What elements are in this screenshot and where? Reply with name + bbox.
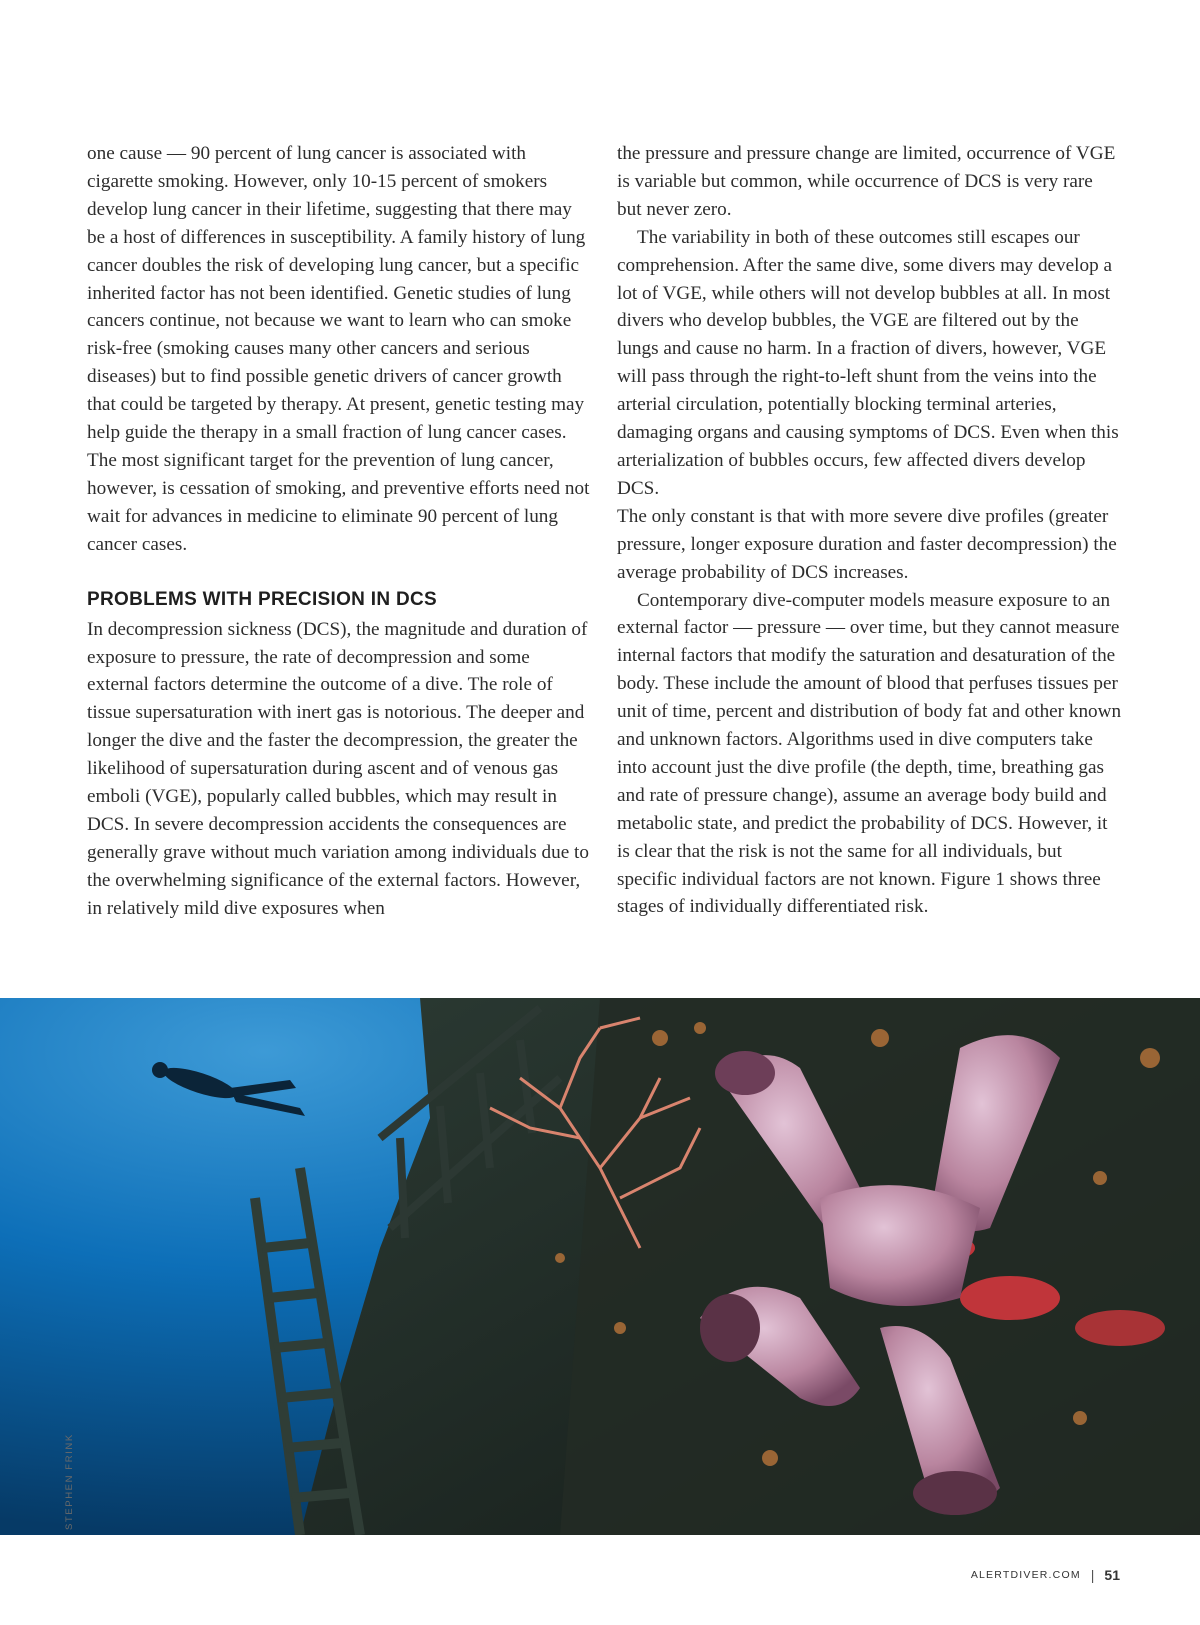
left-paragraph-2: In decompression sickness (DCS), the magnitude and duration of exposure to pressure, the rate of decompression and some external factors determine the outcome of a dive. The role of tissue supersaturation with inert gas is notorious. The deeper and longer the dive and the faster the decompression, the greater the likelihood of supersaturation during ascent and of venous gas emboli (VGE), popularly called bubbles, which may result in DCS. In severe decompression accidents the consequences are generally grave without much variation among individuals due to the overwhelming significance of the external factors. However, in relatively mild dive exposures when	[87, 618, 589, 919]
left-column	[87, 140, 592, 923]
right-paragraph-4: Contemporary dive-computer models measure exposure to an external factor — pressure — over time, but they cannot measure internal factors that modify the saturation and desaturation of the body. These include the amount of blood that perfuses tissues per unit of time, percent and distribution of body fat and other known and unknown factors. Algorithms used in dive computers take into account just the dive profile (the depth, time, breathing gas and rate of pressure change), assume an average body build and metabolic state, and predict the probability of DCS. However, it is clear that the risk is not the same for all individuals, but specific individual factors are not known. Figure 1 shows three stages of individually differentiated risk.	[617, 589, 1122, 918]
right-paragraph-1: the pressure and pressure change are limited, occurrence of VGE is variable but common, while occurrence of DCS is very rare but never zero.	[617, 143, 1116, 220]
website-link[interactable]: ALERTDIVER.COM	[970, 1569, 1081, 1581]
footer-separator: |	[1090, 1567, 1095, 1583]
wreck-dive-photo	[0, 998, 1200, 1535]
photo-credit: STEPHEN FRINK	[64, 1433, 75, 1530]
wreck-dive-illustration	[0, 998, 1200, 1535]
right-paragraph-2: The variability in both of these outcomes still escapes our comprehension. After the same dive, some divers may develop a lot of VGE, while others will not develop bubbles at all. In most divers who develop bubbles, the VGE are filtered out by the lungs and cause no harm. In a fraction of divers, however, VGE will pass through the right-to-left shunt from the veins into the arterial circulation, potentially blocking terminal arteries, damaging organs and causing symptoms of DCS. Even when this arterialization of bubbles occurs, few affected divers develop DCS.	[617, 226, 1119, 499]
section-heading: PROBLEMS WITH PRECISION IN DCS	[87, 588, 437, 610]
right-paragraph-3: The only constant is that with more severe dive profiles (greater pressure, longer exposure duration and faster decompression) the average probability of DCS increases.	[617, 505, 1117, 583]
left-paragraph-1: one cause — 90 percent of lung cancer is associated with cigarette smoking. However, only 10-15 percent of smokers develop lung cancer in their lifetime, suggesting that there may be a host of differences in susceptibility. A family history of lung cancer doubles the risk of developing lung cancer, but a specific inherited factor has not been identified. Genetic studies of lung cancers continue, not because we want to learn who can smoke risk-free (smoking causes many other cancers and serious diseases) but to find possible genetic drivers of cancer growth that could be targeted by therapy. At present, genetic testing may help guide the therapy in a small fraction of lung cancer cases. The most significant target for the prevention of lung cancer, however, is cessation of smoking, and preventive efforts need not wait for advances in medicine to eliminate 90 percent of lung cancer cases.	[87, 143, 590, 555]
page-footer	[971, 1567, 1120, 1583]
page-number: 51	[1104, 1567, 1120, 1583]
right-column	[617, 140, 1122, 921]
